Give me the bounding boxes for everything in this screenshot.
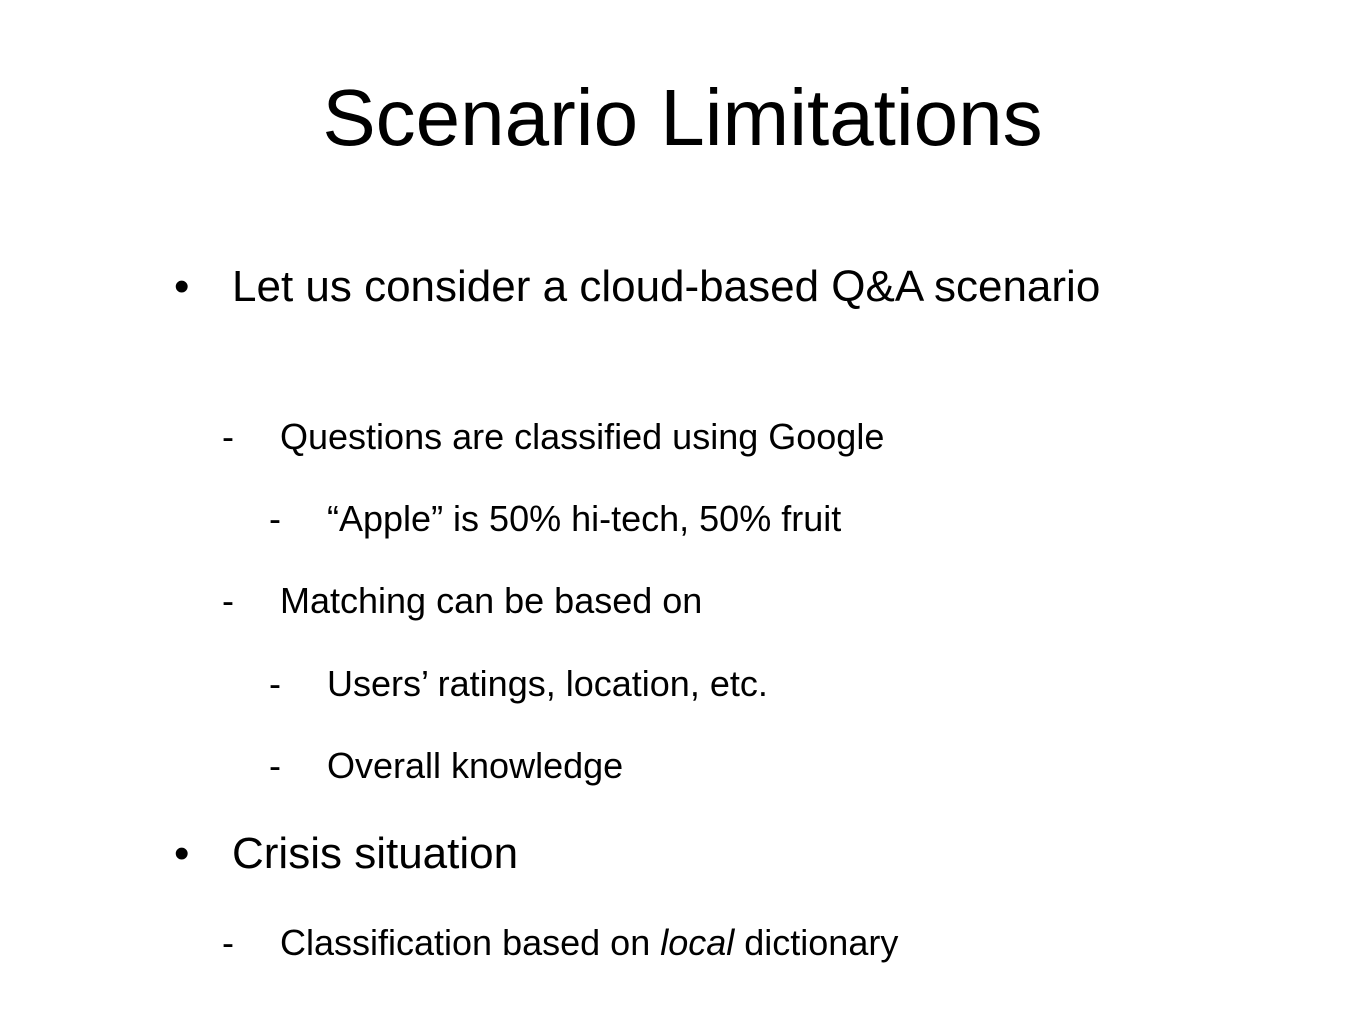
sub-sub-item-text: “Apple” is 50% hi-tech, 50% fruit	[327, 498, 842, 539]
dash-marker: -	[222, 922, 234, 963]
bullet-marker: •	[174, 829, 190, 878]
bullet-marker: •	[174, 262, 190, 311]
sub-sub-item-ratings	[269, 663, 768, 705]
sub-item-questions-classified	[222, 416, 885, 458]
bullet-cloud-qa	[174, 256, 1112, 318]
text-italic: local	[660, 922, 735, 963]
dash-marker: -	[269, 745, 281, 786]
sub-item-text: Questions are classified using Google	[280, 416, 885, 457]
sub-sub-item-text: Users’ ratings, location, etc.	[327, 663, 768, 704]
dash-marker: -	[222, 416, 234, 457]
dash-marker: -	[269, 498, 281, 539]
bullet-crisis	[174, 823, 1112, 885]
dash-marker: -	[269, 663, 281, 704]
slide-title: Scenario Limitations	[322, 73, 1043, 162]
sub-sub-item-knowledge	[269, 745, 624, 787]
dash-marker: -	[222, 580, 234, 621]
bullet-text: Let us consider a cloud-based Q&A scenario	[232, 262, 1101, 311]
bullet-text: Crisis situation	[232, 829, 519, 878]
sub-item-text	[280, 922, 898, 964]
sub-sub-item-apple	[269, 498, 842, 540]
text-before: Classification based on	[280, 922, 661, 963]
sub-item-matching	[222, 580, 703, 622]
sub-item-classification-local	[222, 922, 899, 964]
text-after: dictionary	[734, 922, 899, 963]
sub-sub-item-text: Overall knowledge	[327, 745, 624, 786]
sub-item-text: Matching can be based on	[280, 580, 703, 621]
